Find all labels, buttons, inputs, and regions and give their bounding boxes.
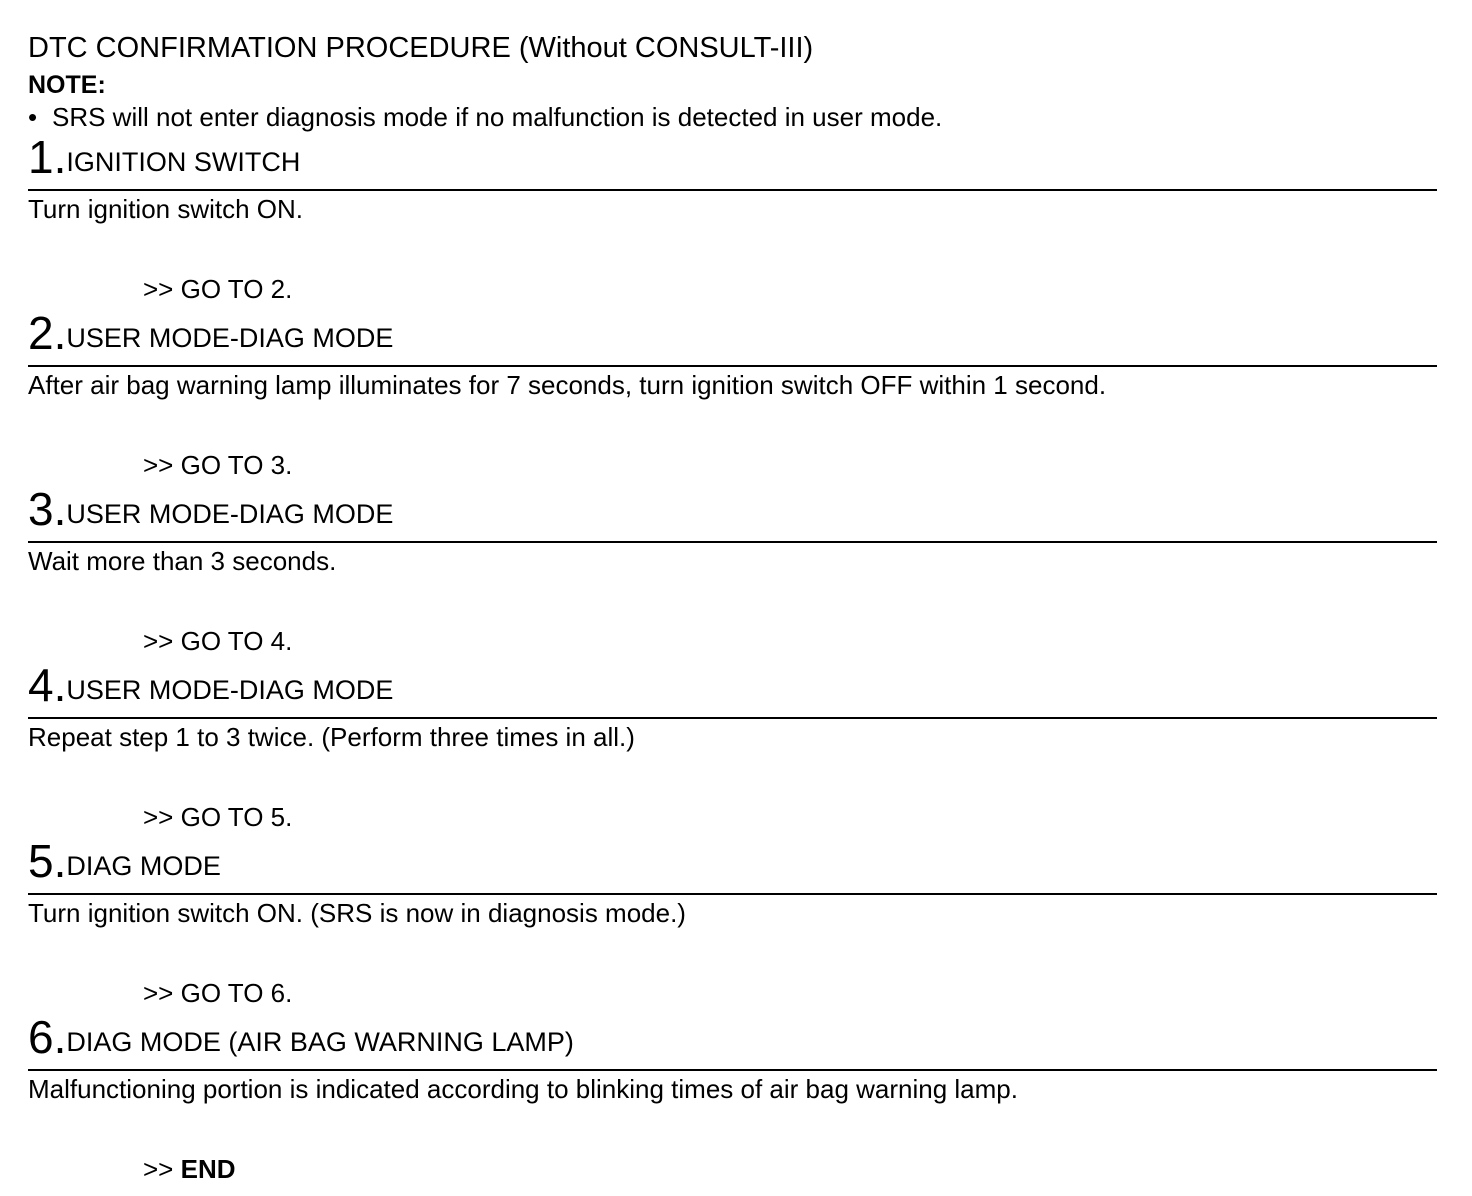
step-number: 4. <box>28 659 67 711</box>
step-divider <box>28 893 1437 895</box>
step-next-target: GO TO 5. <box>180 802 293 832</box>
step-number: 1. <box>28 131 67 183</box>
step-next-target: END <box>180 1154 236 1184</box>
step-instruction: Turn ignition switch ON. (SRS is now in diagnosis mode.) <box>28 898 686 928</box>
step-heading <box>28 1011 574 1063</box>
step-next-target: GO TO 3. <box>180 450 293 480</box>
step-next <box>143 625 292 657</box>
step-heading <box>28 131 301 183</box>
step-title: DIAG MODE <box>66 851 221 881</box>
step-next <box>143 1153 236 1185</box>
step-5 <box>0 835 1472 1014</box>
step-number: 6. <box>28 1011 67 1063</box>
step-heading <box>28 835 221 887</box>
step-2 <box>0 307 1472 486</box>
step-title: USER MODE-DIAG MODE <box>66 499 394 529</box>
step-title: IGNITION SWITCH <box>66 147 301 177</box>
step-number: 3. <box>28 483 67 535</box>
step-number: 2. <box>28 307 67 359</box>
step-title: USER MODE-DIAG MODE <box>66 323 394 353</box>
step-next-prefix: >> <box>143 450 174 480</box>
step-divider <box>28 1069 1437 1071</box>
step-next-prefix: >> <box>143 978 174 1008</box>
step-4 <box>0 659 1472 838</box>
note-label: NOTE: <box>28 71 106 99</box>
step-instruction: After air bag warning lamp illuminates for 7 seconds, turn ignition switch OFF within 1 second. <box>28 370 1107 400</box>
step-3 <box>0 483 1472 662</box>
step-divider <box>28 189 1437 191</box>
step-divider <box>28 541 1437 543</box>
step-number: 5. <box>28 835 67 887</box>
note-item-text: SRS will not enter diagnosis mode if no malfunction is detected in user mode. <box>52 102 943 132</box>
step-next-target: GO TO 2. <box>180 274 293 304</box>
step-instruction: Repeat step 1 to 3 twice. (Perform three times in all.) <box>28 722 635 752</box>
step-instruction: Wait more than 3 seconds. <box>28 546 337 576</box>
step-next <box>143 449 292 481</box>
note-item <box>28 101 942 133</box>
step-next-prefix: >> <box>143 626 174 656</box>
step-instruction: Turn ignition switch ON. <box>28 194 304 224</box>
step-next <box>143 273 292 305</box>
step-title: USER MODE-DIAG MODE <box>66 675 394 705</box>
step-1 <box>0 131 1472 310</box>
step-next <box>143 801 292 833</box>
bullet-icon: • <box>28 102 38 132</box>
step-divider <box>28 365 1437 367</box>
step-heading <box>28 307 394 359</box>
step-next-target: GO TO 6. <box>180 978 293 1008</box>
step-instruction: Malfunctioning portion is indicated according to blinking times of air bag warning lamp. <box>28 1074 1018 1104</box>
step-divider <box>28 717 1437 719</box>
step-next-target: GO TO 4. <box>180 626 293 656</box>
step-heading <box>28 659 394 711</box>
step-heading <box>28 483 394 535</box>
step-next <box>143 977 292 1009</box>
step-next-prefix: >> <box>143 802 174 832</box>
step-6 <box>0 1011 1472 1190</box>
step-next-prefix: >> <box>143 1154 174 1184</box>
page-title: DTC CONFIRMATION PROCEDURE (Without CONSULT-III) <box>28 32 814 64</box>
step-title: DIAG MODE (AIR BAG WARNING LAMP) <box>66 1027 574 1057</box>
step-next-prefix: >> <box>143 274 174 304</box>
